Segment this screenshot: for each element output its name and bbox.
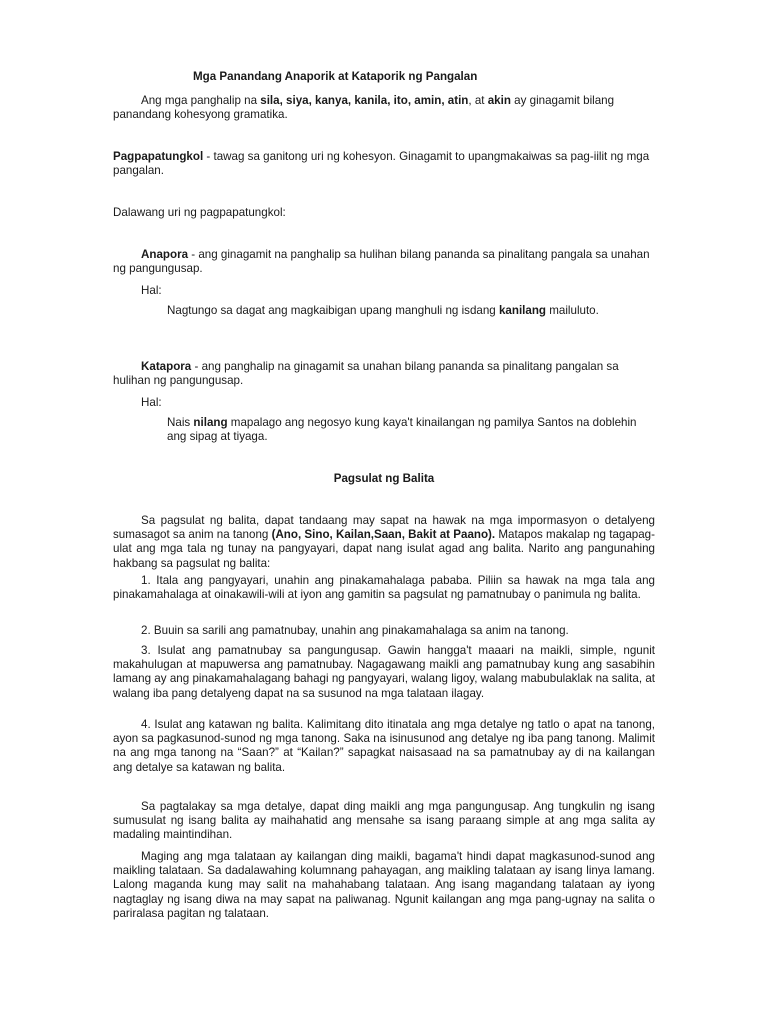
katapora-example-bold: nilang xyxy=(193,416,228,429)
anapora-term: Anapora xyxy=(141,248,189,261)
talataan-paragraph: Maging ang mga talataan ay kailangan ding maikli, bagama't hindi dapat magkasunod-sunod ang maikling talataan. Sa dadalawahing kolumnang pahayagan, ang maikling talataan ay isang linya lamang. Lalong maganda kung may salit na mahahabang talataan. Ang isang magandang talataan ay iyong nagtaglay ng isang diwa na may sapat na paliwanag. Ngunit kailangan ang mga pang-ugnay na salita o pariralasa pagitan ng talataan. xyxy=(113,850,655,920)
step-2: 2. Buuin sa sarili ang pamatnubay, unahin ang pinakamahalaga sa anim na tanong. xyxy=(141,624,569,637)
intro-text-3: ay ginagamit bilang panandang kohesyong gramatika. xyxy=(113,94,615,122)
balita-intro-paragraph xyxy=(113,514,655,571)
dalawang-uri-line: Dalawang uri ng pagpapatungkol: xyxy=(113,206,286,219)
step-3: 3. Isulat ang pamatnubay sa pangungusap. Gawin hangga't maaari na maikli, simple, ngunit makahulugan at mapuwersa ang pamatnubay. Nagagawang maikli ang pamatnubay kung ang sasabihin lamang ay ang pinakamahalagang bahagi ng pangyayari, walang ligoy, walang mabubulaklak na salita, at walang iba pang detalyeng dapat na sa susunod na mga talataan ilagay. xyxy=(113,644,655,700)
katapora-example-text-1: Nais xyxy=(167,416,194,429)
step-1: 1. Itala ang pangyayari, unahin ang pinakamahalaga pababa. Piliin sa hawak na mga tala ang pinakamahalaga at oinakawili-wili at iyon ang gamitin sa pagsulat ng pamatnubay o panimula ng balita. xyxy=(113,574,655,602)
section-title-balita: Pagsulat ng Balita xyxy=(333,472,435,485)
katapora-term: Katapora xyxy=(141,360,192,373)
intro-pronouns: sila, siya, kanya, kanila, ito, amin, atin xyxy=(260,94,469,107)
step-4: 4. Isulat ang katawan ng balita. Kalimitang dito itinatala ang mga detalye ng tatlo o apat na tanong, ayon sa pagkasunod-sunod ng mga tanong. Saka na isinusunod ang detalye ng iba pang tanong. Malimit na ang mga tanong na “Saan?” at “Kailan?” sapagkat naisasaad na sa pamatnubay ay di na kailangan ang detalye sa katawan ng balita. xyxy=(113,718,655,774)
intro-paragraph xyxy=(113,94,655,122)
anapora-definition: - ang ginagamit na panghalip sa hulihan bilang pananda sa pinalitang pangala sa unahan ng pangungusap. xyxy=(113,248,650,276)
anapora-paragraph xyxy=(113,248,655,276)
anapora-example-text-2: mailuluto. xyxy=(546,304,599,317)
anim-na-tanong: (Ano, Sino, Kailan,Saan, Bakit at Paano). xyxy=(271,528,496,542)
intro-pronoun-akin: akin xyxy=(487,94,511,107)
intro-text-1: Ang mga panghalip na xyxy=(141,94,261,107)
balita-intro-text-2: Matapos makalap ng tagapag-ulat ang mga tala ng tunay na pangyayari, dapat nang isulat agad ang balita. Narito ang pangunahing hakbang sa pagsulat ng balita: xyxy=(113,528,655,570)
pagpapatungkol-paragraph xyxy=(113,150,655,178)
section-title-anaporik: Mga Panandang Anaporik at Kataporik ng Pangalan xyxy=(193,70,478,83)
pagpapatungkol-term: Pagpapatungkol xyxy=(113,150,204,163)
katapora-paragraph xyxy=(113,360,655,388)
katapora-hal-label: Hal: xyxy=(141,396,162,409)
katapora-example xyxy=(167,416,655,444)
balita-intro-text-1: Sa pagsulat ng balita, dapat tandaang may sapat na hawak na mga impormasyon o detalyeng sumasagot sa anim na tanong xyxy=(113,514,655,542)
anapora-example-text-1: Nagtungo sa dagat ang magkaibigan upang manghuli ng isdang xyxy=(167,304,499,317)
katapora-definition: - ang panghalip na ginagamit sa unahan bilang pananda sa pinalitang pangalan sa hulihan ng pangungusap. xyxy=(113,360,619,388)
anapora-hal-label: Hal: xyxy=(141,284,162,297)
anapora-example-bold: kanilang xyxy=(498,304,547,317)
pagpapatungkol-definition: - tawag sa ganitong uri ng kohesyon. Ginagamit to upangmakaiwas sa pag-iilit ng mga pangalan. xyxy=(113,150,650,178)
katapora-example-text-2: mapalago ang negosyo kung kaya't kinailangan ng pamilya Santos na doblehin ang sipag at tiyaga. xyxy=(167,416,637,444)
anapora-example xyxy=(167,304,655,318)
detalye-paragraph: Sa pagtalakay sa mga detalye, dapat ding maikli ang mga pangungusap. Ang tungkulin ng isang sumusulat ng isang balita ay maihahatid ang mensahe sa isang paraang simple at ang mga salita ay madaling maintindihan. xyxy=(113,800,655,842)
intro-text-2: , at xyxy=(468,94,488,107)
